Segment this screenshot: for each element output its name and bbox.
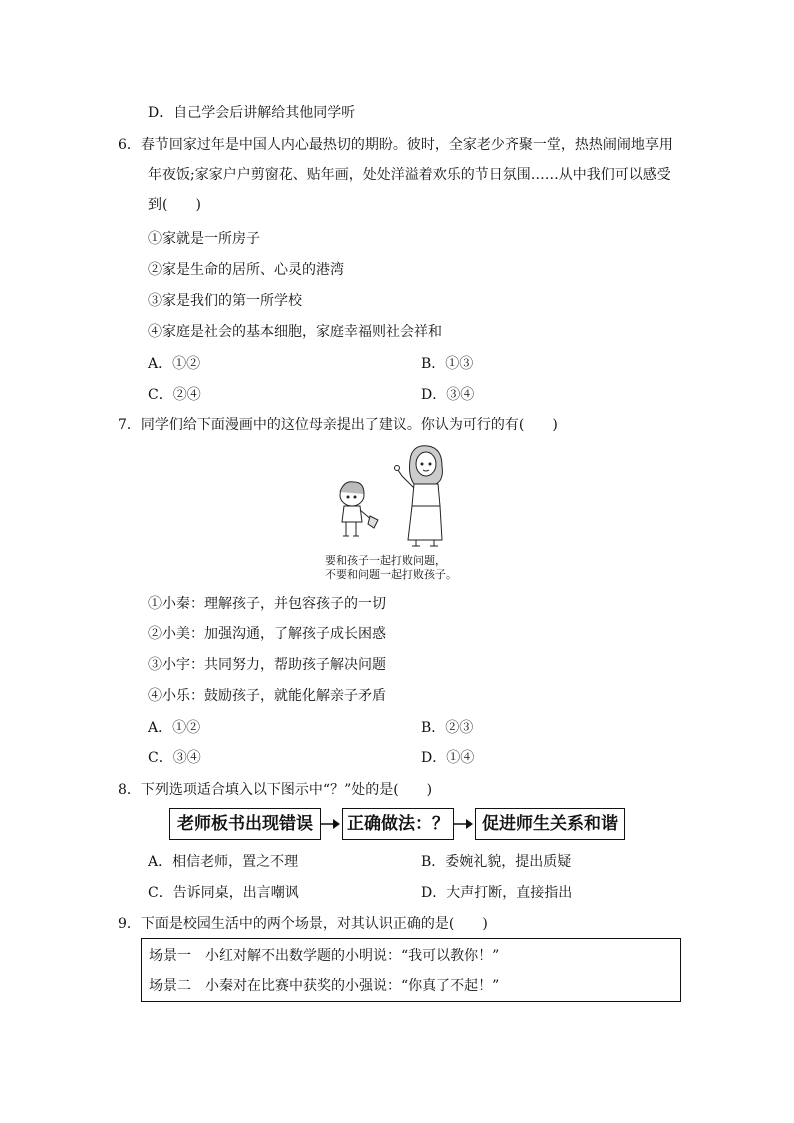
q9-scene-1: 场景一 小红对解不出数学题的小明说：“我可以教你！” xyxy=(149,948,500,964)
flow-box-2: 正确做法：？ xyxy=(342,808,454,840)
q6-item-3: ③家是我们的第一所学校 xyxy=(148,293,302,309)
q6-stem-line2: 年夜饭;家家户户剪窗花、贴年画，处处洋溢着欢乐的节日氛围……从中我们可以感受 xyxy=(148,167,671,183)
q8-option-b: B．委婉礼貌，提出质疑 xyxy=(421,854,572,870)
q7-item-2: ②小美：加强沟通，了解孩子成长困惑 xyxy=(148,626,386,642)
q8-option-a: A．相信老师，置之不理 xyxy=(148,854,299,870)
q6-item-1: ①家就是一所房子 xyxy=(148,231,260,247)
mother-child-cartoon xyxy=(330,440,460,552)
cartoon-caption-line2: 不要和问题一起打败孩子。 xyxy=(325,568,457,581)
q6-stem-line1: 6．春节回家过年是中国人内心最热切的期盼。彼时，全家老少齐聚一堂，热热闹闹地享用 xyxy=(118,137,673,153)
q7-option-b: B．②③ xyxy=(421,720,474,736)
q6-item-4: ④家庭是社会的基本细胞，家庭幸福则社会祥和 xyxy=(148,324,442,340)
q8-stem: 8．下列选项适合填入以下图示中“？”处的是( ) xyxy=(118,782,433,798)
flow-box-1: 老师板书出现错误 xyxy=(169,808,321,840)
flow-box-3: 促进师生关系和谐 xyxy=(475,808,625,840)
q7-option-c: C．③④ xyxy=(148,750,201,766)
q6-item-2: ②家是生命的居所、心灵的港湾 xyxy=(148,262,344,278)
q7-item-1: ①小秦：理解孩子，并包容孩子的一切 xyxy=(148,596,386,612)
flow-arrow-2-icon xyxy=(454,816,474,832)
q9-stem: 9．下面是校园生活中的两个场景，对其认识正确的是( ) xyxy=(118,916,488,932)
child-figure xyxy=(340,482,378,536)
q5-option-d: D．自己学会后讲解给其他同学听 xyxy=(148,105,356,121)
q7-option-a: A．①② xyxy=(148,720,201,736)
q6-stem-line3: 到( ) xyxy=(148,197,201,213)
q7-option-d: D．①④ xyxy=(421,750,475,766)
q7-item-3: ③小宇：共同努力，帮助孩子解决问题 xyxy=(148,657,386,673)
q7-stem: 7．同学们给下面漫画中的这位母亲提出了建议。你认为可行的有( ) xyxy=(118,417,558,433)
q6-option-c: C．②④ xyxy=(148,387,201,403)
q6-option-a: A．①② xyxy=(148,356,201,372)
q6-option-b: B．①③ xyxy=(421,356,474,372)
q8-option-c: C．告诉同桌，出言嘲讽 xyxy=(148,885,299,901)
flow-arrow-1-icon xyxy=(321,816,341,832)
q7-item-4: ④小乐：鼓励孩子，就能化解亲子矛盾 xyxy=(148,688,386,704)
mother-figure xyxy=(395,446,443,546)
q9-scene-2: 场景二 小秦对在比赛中获奖的小强说：“你真了不起！” xyxy=(149,978,500,994)
q6-option-d: D．③④ xyxy=(421,387,475,403)
cartoon-caption-line1: 要和孩子一起打败问题， xyxy=(325,554,446,567)
q8-option-d: D．大声打断，直接指出 xyxy=(421,885,573,901)
